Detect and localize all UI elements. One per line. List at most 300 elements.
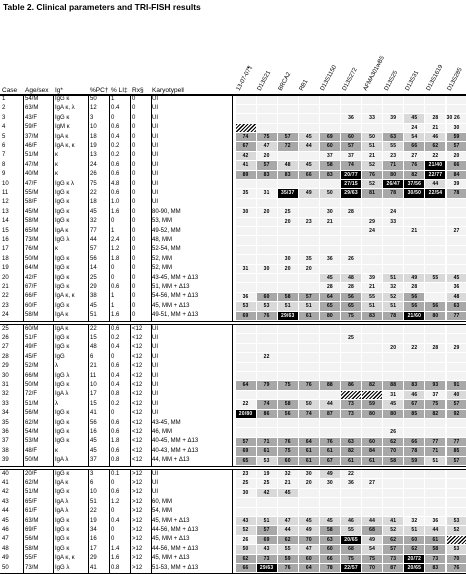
- fish-cell: [236, 283, 256, 292]
- col-age-sex-value: 42/F: [25, 274, 53, 283]
- fish-cell: 62: [383, 536, 403, 545]
- fish-cell: 53: [447, 517, 466, 526]
- fish-cell: 31: [236, 265, 256, 274]
- fish-cell: [320, 353, 340, 362]
- col-li-value: 1.6: [111, 311, 129, 320]
- col-pc-value: 10: [90, 123, 108, 132]
- fish-cell: 49: [320, 470, 340, 479]
- fish-cell: 50: [299, 400, 319, 409]
- fish-cell: [278, 391, 298, 400]
- fish-cell: [447, 489, 466, 498]
- col-rx-value: >12: [132, 554, 150, 563]
- fish-cell: [447, 334, 466, 343]
- fish-cell: [362, 498, 382, 507]
- fish-cell: [320, 246, 340, 255]
- fish-cell: 20: [257, 208, 277, 217]
- fish-cell: 21: [278, 479, 298, 488]
- col-pc-value: 26: [90, 170, 108, 179]
- fish-cell: [404, 95, 424, 104]
- fish-cell: 51: [299, 302, 319, 311]
- fish-cell: 29/63: [341, 189, 361, 198]
- fish-cell: [299, 199, 319, 208]
- fish-cell: [362, 428, 382, 437]
- fish-cell: [425, 199, 445, 208]
- col-karyotype-value: 40-43, MM + Δ13: [152, 447, 230, 456]
- column-rule: [88, 324, 89, 466]
- fish-cell: [341, 508, 361, 517]
- fish-cell: 62: [383, 438, 403, 447]
- col-karyotype-value: UI: [152, 104, 230, 113]
- fish-cell: 88: [383, 381, 403, 390]
- fish-cell: 80: [362, 410, 382, 419]
- group-rule: [0, 95, 466, 96]
- fish-cell: [404, 265, 424, 274]
- col-ig-value: κ: [55, 170, 87, 179]
- col-age-sex-value: 40/M: [25, 170, 53, 179]
- fish-cell: [383, 124, 403, 133]
- fish-cell: [320, 227, 340, 236]
- col-pc-value: 14: [90, 264, 108, 273]
- fish-cell: [383, 255, 403, 264]
- fish-cell: 27: [404, 152, 424, 161]
- fish-cell: [320, 428, 340, 437]
- col-karyotype-value: UI: [152, 114, 230, 123]
- fish-cell: [425, 218, 445, 227]
- col-ig-value: IgA κ, λ: [55, 104, 87, 113]
- fish-cell: [299, 428, 319, 437]
- col-karyotype-value: UI: [152, 325, 230, 334]
- fish-cell: 54: [362, 545, 382, 554]
- fish-cell: 86: [257, 410, 277, 419]
- fish-cell: 30: [236, 489, 256, 498]
- col-case-value: 12: [2, 198, 22, 207]
- fish-cell: 48: [447, 293, 466, 302]
- col-age-sex-value: 62/M: [25, 419, 53, 428]
- fish-cell: 30: [299, 470, 319, 479]
- fish-cell: 21: [425, 124, 445, 133]
- fish-cell: 32: [278, 470, 298, 479]
- fish-cell: 46: [404, 391, 424, 400]
- col-rx-value: >12: [132, 535, 150, 544]
- fish-cell: 28: [341, 283, 361, 292]
- col-case-value: 40: [2, 470, 22, 479]
- col-case-value: 34: [2, 409, 22, 418]
- fish-cell: 30: [320, 208, 340, 217]
- col-case-value: 31: [2, 381, 22, 390]
- fish-cell: 72: [278, 142, 298, 151]
- col-age-sex-value: 73/M: [25, 236, 53, 245]
- col-rx-value: 0: [132, 104, 150, 113]
- fish-cell: 30: [278, 255, 298, 264]
- col-li-value: 0.2: [111, 151, 129, 160]
- col-karyotype-value: 53, MM: [152, 217, 230, 226]
- col-age-sex-value: 54/M: [25, 95, 53, 104]
- col-ig-value: IgG: [55, 353, 87, 362]
- fish-cell: [299, 419, 319, 428]
- fish-cell: 26: [341, 255, 361, 264]
- fish-cell: [404, 419, 424, 428]
- fish-cell: [362, 334, 382, 343]
- fish-cell: 50: [236, 545, 256, 554]
- fish-cell: [257, 227, 277, 236]
- column-rule: [23, 324, 24, 466]
- fish-cell: [320, 105, 340, 114]
- fish-cell: [236, 199, 256, 208]
- fish-cell: 86: [341, 381, 361, 390]
- fish-cell: [362, 124, 382, 133]
- col-case-value: 1: [2, 95, 22, 104]
- col-rx-value: 0: [132, 189, 150, 198]
- fish-cell: 79: [257, 381, 277, 390]
- fish-cell: 32: [383, 283, 403, 292]
- col-rx-value: 0: [132, 255, 150, 264]
- col-case-value: 5: [2, 133, 22, 142]
- col-age-sex-value: 69/F: [25, 526, 53, 535]
- fish-cell: 60: [404, 536, 424, 545]
- col-age-sex-value: 47/F: [25, 180, 53, 189]
- fish-cell: [404, 246, 424, 255]
- col-pc-value: 45: [90, 447, 108, 456]
- fish-cell: 51: [362, 142, 382, 151]
- col-ig-value: IgA κ: [55, 479, 87, 488]
- col-karyotype-value: UI: [152, 400, 230, 409]
- fish-cell: 28: [425, 114, 445, 123]
- col-pc-value: 17: [90, 545, 108, 554]
- fish-cell: [236, 124, 256, 133]
- col-age-sex-value: 76/M: [25, 245, 53, 254]
- fish-cell: 82: [341, 447, 361, 456]
- col-case-value: 47: [2, 535, 22, 544]
- fish-cell: 76: [278, 564, 298, 573]
- col-rx-value: <12: [132, 325, 150, 334]
- col-karyotype-value: UI: [152, 409, 230, 418]
- col-pc-value: 13: [90, 151, 108, 160]
- fish-cell: 40: [447, 391, 466, 400]
- col-case-value: 17: [2, 245, 22, 254]
- col-pc-value: 57: [90, 245, 108, 254]
- fish-cell: 51: [362, 302, 382, 311]
- col-li-value: 0.6: [111, 170, 129, 179]
- col-li-value: 0.4: [111, 104, 129, 113]
- col-pc-value: 41: [90, 409, 108, 418]
- fish-cell: [257, 391, 277, 400]
- fish-cell: 20/65: [341, 536, 361, 545]
- fish-cell: [341, 246, 361, 255]
- fish-cell: 76: [404, 161, 424, 170]
- col-ig-value: λ: [55, 400, 87, 409]
- fish-cell: 70: [299, 536, 319, 545]
- col-karyotype-value: 44-56, MM + Δ13: [152, 545, 230, 554]
- col-pc-value: 56: [90, 419, 108, 428]
- fish-cell: 36: [447, 283, 466, 292]
- col-case-value: 29: [2, 362, 22, 371]
- marker-header: D13S1619: [426, 64, 445, 92]
- col-karyotype-value: 45, MM + Δ13: [152, 302, 230, 311]
- col-pc-value: 25: [90, 274, 108, 283]
- col-rx-value: >12: [132, 498, 150, 507]
- fish-cell: [299, 227, 319, 236]
- col-rx-value: >12: [132, 488, 150, 497]
- col-case-value: 33: [2, 400, 22, 409]
- col-age-sex-value: 50/M: [25, 381, 53, 390]
- col-case-value: 46: [2, 526, 22, 535]
- col-pc-value: 29: [90, 283, 108, 292]
- col-pc-value: 45: [90, 208, 108, 217]
- fish-cell: 76: [299, 381, 319, 390]
- col-age-sex-value: 55/F: [25, 554, 53, 563]
- col-ig-value: IgG κ: [55, 488, 87, 497]
- fish-cell: 60: [278, 457, 298, 466]
- col-karyotype-value: 45, MM + Δ13: [152, 535, 230, 544]
- col-case-value: 6: [2, 142, 22, 151]
- col-rx-value: <12: [132, 409, 150, 418]
- fish-cell: [320, 334, 340, 343]
- fish-cell: [299, 236, 319, 245]
- fish-cell: 87: [383, 564, 403, 573]
- fish-cell: [299, 372, 319, 381]
- fish-cell: [362, 246, 382, 255]
- fish-cell: 35: [236, 189, 256, 198]
- fish-cell: [341, 419, 361, 428]
- fish-cell: 28: [425, 344, 445, 353]
- col-pc-value: 15: [90, 334, 108, 343]
- fish-cell: 20: [278, 218, 298, 227]
- fish-cell: 53: [447, 545, 466, 554]
- fish-cell: [447, 95, 466, 104]
- col-pc-value: 15: [90, 400, 108, 409]
- fish-cell: 55: [278, 545, 298, 554]
- fish-cell: [383, 105, 403, 114]
- fish-cell: [278, 428, 298, 437]
- fish-cell: [383, 353, 403, 362]
- col-li-value: 1: [111, 302, 129, 311]
- fish-cell: [447, 428, 466, 437]
- fish-cell: [425, 95, 445, 104]
- fish-cell: [236, 353, 256, 362]
- col-ig-value: κ: [55, 245, 87, 254]
- col-age-sex-value: 59/F: [25, 123, 53, 132]
- fish-cell: [362, 105, 382, 114]
- fish-cell: [320, 95, 340, 104]
- fish-cell: 45: [299, 517, 319, 526]
- column-rule: [232, 469, 233, 573]
- col-li-value: 1.2: [111, 498, 129, 507]
- fish-cell: 51: [278, 302, 298, 311]
- fish-cell: 23: [299, 218, 319, 227]
- marker-header: D13S21: [257, 70, 272, 92]
- column-rule: [109, 469, 110, 573]
- fish-cell: [320, 419, 340, 428]
- col-rx-value: 0: [132, 208, 150, 217]
- header-col-age-sex: Age/sex: [25, 87, 49, 94]
- col-rx-value: <12: [132, 343, 150, 352]
- col-age-sex-value: 66/M: [25, 372, 53, 381]
- fish-cell: [236, 180, 256, 189]
- col-li-value: 2.4: [111, 236, 129, 245]
- col-ig-value: IgG κ: [55, 189, 87, 198]
- fish-cell: 43: [257, 545, 277, 554]
- fish-cell: 20: [299, 265, 319, 274]
- col-rx-value: >12: [132, 507, 150, 516]
- fish-cell: 61: [299, 312, 319, 321]
- col-ig-value: IgG λ: [55, 236, 87, 245]
- fish-cell: 80: [425, 312, 445, 321]
- fish-cell: 84: [362, 447, 382, 456]
- fish-cell: 78: [320, 564, 340, 573]
- fish-cell: [362, 236, 382, 245]
- col-case-value: 30: [2, 372, 22, 381]
- fish-cell: [447, 246, 466, 255]
- fish-cell: [425, 353, 445, 362]
- fish-cell: [447, 208, 466, 217]
- fish-cell: [236, 227, 256, 236]
- fish-cell: 60: [320, 545, 340, 554]
- fish-cell: [404, 489, 424, 498]
- fish-cell: 30: [236, 208, 256, 217]
- fish-cell: 29: [447, 344, 466, 353]
- col-ig-value: IgG κ: [55, 545, 87, 554]
- fish-cell: 81: [362, 189, 382, 198]
- fish-cell: 21: [404, 227, 424, 236]
- fish-cell: 24: [383, 208, 403, 217]
- col-pc-value: 3: [90, 114, 108, 123]
- col-age-sex-value: 47/M: [25, 161, 53, 170]
- fish-cell: [447, 353, 466, 362]
- fish-cell: 64: [320, 293, 340, 302]
- fish-cell: 45: [404, 114, 424, 123]
- fish-cell: [341, 218, 361, 227]
- col-li-value: 0.6: [111, 447, 129, 456]
- fish-cell: [447, 325, 466, 334]
- fish-cell: [362, 199, 382, 208]
- column-rule: [23, 95, 24, 321]
- fish-cell: [362, 489, 382, 498]
- fish-cell: 65: [236, 457, 256, 466]
- fish-cell: [278, 325, 298, 334]
- col-pc-value: 44: [90, 236, 108, 245]
- col-li-value: 0.4: [111, 133, 129, 142]
- col-case-value: 21: [2, 283, 22, 292]
- fish-cell: 30: [257, 265, 277, 274]
- col-ig-value: IgG κ: [55, 264, 87, 273]
- fish-cell: [383, 95, 403, 104]
- fish-cell: [404, 105, 424, 114]
- fish-cell: 77: [425, 438, 445, 447]
- fish-cell: 49: [404, 274, 424, 283]
- fish-cell: [425, 489, 445, 498]
- col-li-value: 4.8: [111, 180, 129, 189]
- fish-cell: 50: [362, 133, 382, 142]
- col-li-value: 0.1: [111, 470, 129, 479]
- col-case-value: 49: [2, 554, 22, 563]
- fish-cell: [299, 489, 319, 498]
- fish-cell: 53: [257, 302, 277, 311]
- fish-cell: 50: [320, 189, 340, 198]
- fish-cell: 74: [257, 400, 277, 409]
- col-rx-value: <12: [132, 419, 150, 428]
- col-karyotype-value: UI: [152, 161, 230, 170]
- col-case-value: 48: [2, 545, 22, 554]
- fish-cell: 22: [236, 400, 256, 409]
- fish-cell: 52: [383, 526, 403, 535]
- fish-cell: [257, 114, 277, 123]
- fish-cell: 60: [257, 293, 277, 302]
- fish-cell: [278, 274, 298, 283]
- fish-cell: [341, 344, 361, 353]
- col-li-value: 0.4: [111, 517, 129, 526]
- col-ig-value: IgG κ: [55, 217, 87, 226]
- fish-cell: 48: [278, 161, 298, 170]
- fish-cell: 69: [236, 447, 256, 456]
- fish-cell: 51: [404, 526, 424, 535]
- col-rx-value: 0: [132, 95, 150, 104]
- col-karyotype-value: 52, MM: [152, 255, 230, 264]
- fish-cell: 61: [299, 457, 319, 466]
- fish-cell: [447, 498, 466, 507]
- fish-cell: [362, 208, 382, 217]
- fish-cell: [236, 236, 256, 245]
- col-karyotype-value: 43-45, MM: [152, 419, 230, 428]
- fish-cell: [278, 152, 298, 161]
- fish-cell: 27: [362, 479, 382, 488]
- fish-cell: 29/63: [257, 564, 277, 573]
- fish-cell: 53: [236, 302, 256, 311]
- fish-cell: [341, 363, 361, 372]
- fish-cell: [425, 246, 445, 255]
- col-ig-value: IgA λ: [55, 498, 87, 507]
- marker-header: D13S272: [341, 67, 358, 92]
- fish-cell: 26: [236, 536, 256, 545]
- col-age-sex-value: 56/M: [25, 535, 53, 544]
- fish-cell: 45: [320, 274, 340, 283]
- col-li-value: 1: [111, 292, 129, 301]
- fish-cell: 61: [425, 536, 445, 545]
- fish-cell: 20/72: [404, 555, 424, 564]
- fish-cell: [383, 265, 403, 274]
- col-age-sex-value: 46/F: [25, 142, 53, 151]
- fish-cell: [299, 353, 319, 362]
- col-rx-value: 0: [132, 123, 150, 132]
- col-case-value: 39: [2, 456, 22, 465]
- fish-cell: [320, 363, 340, 372]
- fish-cell: 84: [447, 171, 466, 180]
- fish-cell: [257, 218, 277, 227]
- fish-cell: 61: [320, 447, 340, 456]
- fish-cell: 75: [425, 400, 445, 409]
- fish-cell: [362, 255, 382, 264]
- fish-cell: [257, 325, 277, 334]
- fish-cell: [425, 470, 445, 479]
- col-case-value: 3: [2, 114, 22, 123]
- col-ig-value: IgM κ: [55, 123, 87, 132]
- fish-cell: [320, 391, 340, 400]
- fish-cell: [404, 372, 424, 381]
- fish-cell: [320, 265, 340, 274]
- col-ig-value: λ: [55, 362, 87, 371]
- fish-cell: [278, 344, 298, 353]
- fish-cell: [362, 391, 382, 400]
- col-pc-value: 34: [90, 526, 108, 535]
- col-rx-value: <12: [132, 390, 150, 399]
- fish-cell: 45: [299, 161, 319, 170]
- col-li-value: 0.6: [111, 419, 129, 428]
- col-ig-value: IgG κ: [55, 283, 87, 292]
- fish-cell: [425, 372, 445, 381]
- col-ig-value: IgG κ: [55, 535, 87, 544]
- fish-cell: 61: [362, 457, 382, 466]
- fish-cell: [320, 344, 340, 353]
- fish-cell: 21: [362, 283, 382, 292]
